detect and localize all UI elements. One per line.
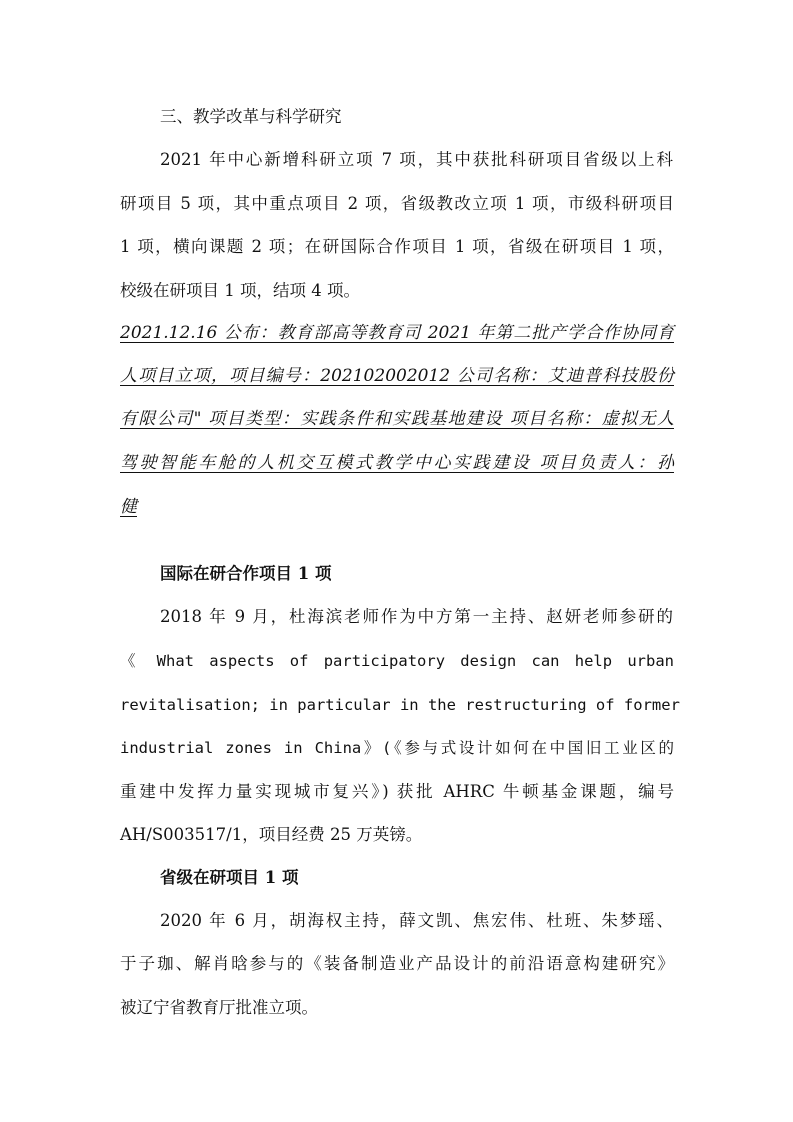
- summary-line-4: 校级在研项目 1 项，结项 4 项。: [120, 281, 360, 300]
- summary-line-2: 研项目 5 项，其中重点项目 2 项，省级教改立项 1 项，市级科研项目: [120, 194, 674, 213]
- notice-line-2: 人项目立项，项目编号：202102002012 公司名称：艾迪普科技股份: [120, 366, 674, 386]
- summary-line-3: 1 项，横向课题 2 项；在研国际合作项目 1 项，省级在研项目 1 项，: [120, 237, 674, 256]
- intl-line-4: industrial zones in China》(《参与式设计如何在中国旧工业区的: [120, 739, 674, 757]
- prov-line-3: 被辽宁省教育厅批准立项。: [120, 998, 318, 1017]
- intl-line-5: 重建中发挥力量实现城市复兴》) 获批 AHRC 牛顿基金课题，编号: [120, 782, 674, 801]
- notice-line-1: 2021.12.16 公布：教育部高等教育司 2021 年第二批产学合作协同育: [120, 323, 674, 343]
- section-heading: 三、教学改革与科学研究: [160, 107, 342, 126]
- summary-line-1: 2021 年中心新增科研立项 7 项，其中获批科研项目省级以上科: [160, 150, 673, 169]
- intl-line-2: 《 What aspects of participatory design can help urban: [120, 652, 674, 670]
- intl-project-title: 国际在研合作项目 1 项: [160, 564, 332, 583]
- notice-line-5: 健: [120, 497, 137, 517]
- notice-line-3: 有限公司" 项目类型：实践条件和实践基地建设 项目名称：虚拟无人: [120, 409, 674, 429]
- intl-line-3: revitalisation; in particular in the restructuring of former: [120, 696, 680, 714]
- intl-line-1: 2018 年 9 月，杜海滨老师作为中方第一主持、赵妍老师参研的: [160, 607, 673, 626]
- prov-line-1: 2020 年 6 月，胡海权主持，薛文凯、焦宏伟、杜班、朱梦瑶、: [160, 911, 673, 930]
- prov-project-title: 省级在研项目 1 项: [160, 868, 299, 887]
- intl-line-6: AH/S003517/1，项目经费 25 万英镑。: [120, 825, 423, 844]
- notice-line-4: 驾驶智能车舱的人机交互模式教学中心实践建设 项目负责人：孙: [120, 453, 674, 473]
- prov-line-2: 于子珈、解肖晗参与的《装备制造业产品设计的前沿语意构建研究》: [120, 954, 674, 973]
